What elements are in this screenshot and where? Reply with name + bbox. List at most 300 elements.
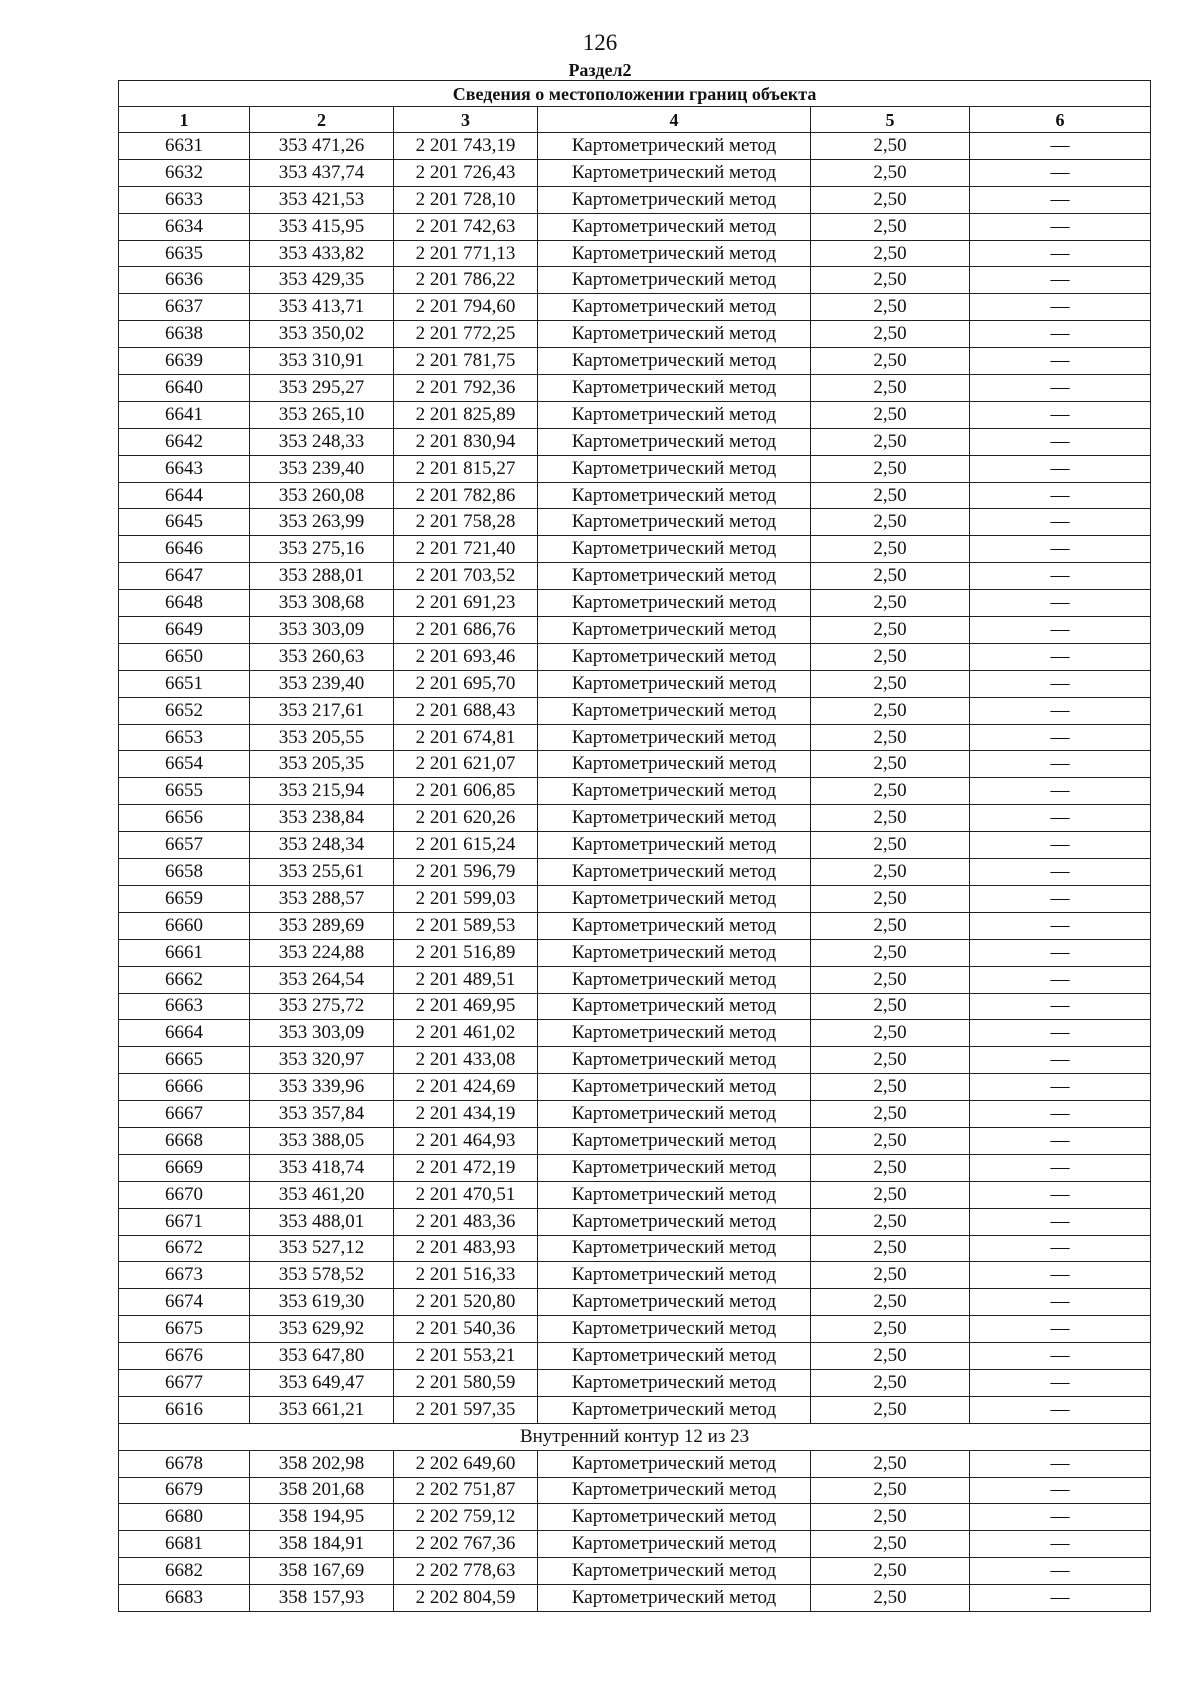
table-cell: 353 418,74 bbox=[250, 1154, 394, 1181]
table-cell: 2 201 599,03 bbox=[394, 885, 538, 912]
table-cell: 353 629,92 bbox=[250, 1316, 394, 1343]
table-cell: — bbox=[970, 912, 1151, 939]
table-cell: 6669 bbox=[119, 1154, 250, 1181]
table-row bbox=[119, 697, 1151, 724]
table-row bbox=[119, 240, 1151, 267]
table-cell: 353 527,12 bbox=[250, 1235, 394, 1262]
table-cell: 6641 bbox=[119, 401, 250, 428]
table-row bbox=[119, 1369, 1151, 1396]
column-header: 4 bbox=[538, 107, 811, 133]
table-cell: — bbox=[970, 1208, 1151, 1235]
table-cell: 2,50 bbox=[811, 455, 970, 482]
table-cell: 2,50 bbox=[811, 805, 970, 832]
table-cell: 2 201 721,40 bbox=[394, 536, 538, 563]
table-cell: 353 488,01 bbox=[250, 1208, 394, 1235]
table-row bbox=[119, 1585, 1151, 1612]
table-cell: 2 201 589,53 bbox=[394, 912, 538, 939]
table-cell: — bbox=[970, 832, 1151, 859]
table-cell: 2 201 464,93 bbox=[394, 1127, 538, 1154]
table-cell: Картометрический метод bbox=[538, 1477, 811, 1504]
table-cell: 2,50 bbox=[811, 912, 970, 939]
table-cell: 353 275,72 bbox=[250, 993, 394, 1020]
table-cell: — bbox=[970, 1450, 1151, 1477]
table-row bbox=[119, 670, 1151, 697]
table-cell: 6647 bbox=[119, 563, 250, 590]
table-cell: 2,50 bbox=[811, 240, 970, 267]
table-cell: 2,50 bbox=[811, 1289, 970, 1316]
table-row bbox=[119, 401, 1151, 428]
column-header: 3 bbox=[394, 107, 538, 133]
table-cell: 2 201 686,76 bbox=[394, 617, 538, 644]
table-cell: 2 201 620,26 bbox=[394, 805, 538, 832]
table-row bbox=[119, 509, 1151, 536]
table-cell: — bbox=[970, 482, 1151, 509]
table-cell: 6616 bbox=[119, 1396, 250, 1423]
table-cell: 353 239,40 bbox=[250, 455, 394, 482]
table-cell: 2 201 461,02 bbox=[394, 1020, 538, 1047]
table-row bbox=[119, 751, 1151, 778]
table-cell: 358 167,69 bbox=[250, 1558, 394, 1585]
table-cell: 2,50 bbox=[811, 401, 970, 428]
table-cell: 6674 bbox=[119, 1289, 250, 1316]
table-row bbox=[119, 1154, 1151, 1181]
column-header: 5 bbox=[811, 107, 970, 133]
table-cell: 2,50 bbox=[811, 1369, 970, 1396]
table-cell: 2,50 bbox=[811, 670, 970, 697]
table-cell: 2,50 bbox=[811, 751, 970, 778]
table-cell: — bbox=[970, 1127, 1151, 1154]
table-cell: 353 224,88 bbox=[250, 939, 394, 966]
table-cell: — bbox=[970, 509, 1151, 536]
table-cell: Картометрический метод bbox=[538, 670, 811, 697]
table-cell: 2 201 433,08 bbox=[394, 1047, 538, 1074]
table-cell: 2 201 553,21 bbox=[394, 1343, 538, 1370]
table-cell: 6664 bbox=[119, 1020, 250, 1047]
table-cell: 6660 bbox=[119, 912, 250, 939]
table-cell: 6651 bbox=[119, 670, 250, 697]
table-cell: — bbox=[970, 375, 1151, 402]
table-cell: 353 303,09 bbox=[250, 1020, 394, 1047]
table-cell: 6645 bbox=[119, 509, 250, 536]
table-cell: 2 201 703,52 bbox=[394, 563, 538, 590]
table-cell: 2 201 772,25 bbox=[394, 321, 538, 348]
table-row bbox=[119, 1450, 1151, 1477]
table-row bbox=[119, 832, 1151, 859]
table-cell: 2,50 bbox=[811, 536, 970, 563]
table-cell: 353 303,09 bbox=[250, 617, 394, 644]
table-cell: 2,50 bbox=[811, 1477, 970, 1504]
table-cell: — bbox=[970, 751, 1151, 778]
table-cell: 2 201 596,79 bbox=[394, 859, 538, 886]
table-cell: 353 288,01 bbox=[250, 563, 394, 590]
table-cell: 2 202 649,60 bbox=[394, 1450, 538, 1477]
table-cell: — bbox=[970, 993, 1151, 1020]
table-row bbox=[119, 375, 1151, 402]
table-cell: Картометрический метод bbox=[538, 1289, 811, 1316]
table-cell: 2 201 424,69 bbox=[394, 1074, 538, 1101]
table-cell: Картометрический метод bbox=[538, 1558, 811, 1585]
table-cell: 2,50 bbox=[811, 1235, 970, 1262]
table-cell: — bbox=[970, 859, 1151, 886]
table-cell: 353 461,20 bbox=[250, 1181, 394, 1208]
table-cell: 6637 bbox=[119, 294, 250, 321]
table-cell: 6679 bbox=[119, 1477, 250, 1504]
table-cell: 6643 bbox=[119, 455, 250, 482]
table-cell: Картометрический метод bbox=[538, 1047, 811, 1074]
table-cell: 2 201 695,70 bbox=[394, 670, 538, 697]
table-cell: 6646 bbox=[119, 536, 250, 563]
table-row bbox=[119, 1047, 1151, 1074]
table-cell: — bbox=[970, 240, 1151, 267]
table-cell: 2 201 469,95 bbox=[394, 993, 538, 1020]
table-cell: Картометрический метод bbox=[538, 482, 811, 509]
table-cell: 353 215,94 bbox=[250, 778, 394, 805]
table-cell: — bbox=[970, 186, 1151, 213]
table-cell: 2 201 691,23 bbox=[394, 590, 538, 617]
table-cell: 2 201 516,89 bbox=[394, 939, 538, 966]
table-cell: — bbox=[970, 1181, 1151, 1208]
table-row bbox=[119, 590, 1151, 617]
table-cell: Картометрический метод bbox=[538, 832, 811, 859]
table-cell: 6633 bbox=[119, 186, 250, 213]
table-cell: 6675 bbox=[119, 1316, 250, 1343]
table-cell: 2,50 bbox=[811, 1343, 970, 1370]
table-cell: 6680 bbox=[119, 1504, 250, 1531]
table-cell: 2 201 483,93 bbox=[394, 1235, 538, 1262]
table-cell: 6677 bbox=[119, 1369, 250, 1396]
table-cell: 353 437,74 bbox=[250, 159, 394, 186]
table-cell: Картометрический метод bbox=[538, 697, 811, 724]
table-cell: 353 413,71 bbox=[250, 294, 394, 321]
table-cell: 2,50 bbox=[811, 1101, 970, 1128]
table-cell: 2 202 778,63 bbox=[394, 1558, 538, 1585]
table-cell: Картометрический метод bbox=[538, 536, 811, 563]
table-row bbox=[119, 859, 1151, 886]
table-cell: 2 201 520,80 bbox=[394, 1289, 538, 1316]
table-row bbox=[119, 1074, 1151, 1101]
table-cell: — bbox=[970, 428, 1151, 455]
table-row bbox=[119, 912, 1151, 939]
table-body bbox=[119, 133, 1151, 1612]
table-cell: — bbox=[970, 1477, 1151, 1504]
table-cell: 2 201 688,43 bbox=[394, 697, 538, 724]
table-cell: 2 202 751,87 bbox=[394, 1477, 538, 1504]
table-cell: 2,50 bbox=[811, 294, 970, 321]
table-cell: 6634 bbox=[119, 213, 250, 240]
table-cell: 2 201 825,89 bbox=[394, 401, 538, 428]
table-cell: 2 201 472,19 bbox=[394, 1154, 538, 1181]
table-cell: 2 201 434,19 bbox=[394, 1101, 538, 1128]
table-cell: 353 289,69 bbox=[250, 912, 394, 939]
table-row bbox=[119, 939, 1151, 966]
table-cell: 2,50 bbox=[811, 213, 970, 240]
table-row bbox=[119, 213, 1151, 240]
table-cell: 353 275,16 bbox=[250, 536, 394, 563]
table-row bbox=[119, 1396, 1151, 1423]
table-cell: Картометрический метод bbox=[538, 1101, 811, 1128]
table-cell: 2 201 830,94 bbox=[394, 428, 538, 455]
table-cell: Картометрический метод bbox=[538, 509, 811, 536]
table-cell: — bbox=[970, 1020, 1151, 1047]
table-caption-row bbox=[119, 81, 1151, 107]
table-cell: Картометрический метод bbox=[538, 590, 811, 617]
table-cell: 2,50 bbox=[811, 1450, 970, 1477]
table-cell: 6661 bbox=[119, 939, 250, 966]
table-cell: 353 239,40 bbox=[250, 670, 394, 697]
table-cell: — bbox=[970, 590, 1151, 617]
table-cell: — bbox=[970, 697, 1151, 724]
table-cell: Картометрический метод bbox=[538, 966, 811, 993]
table-cell: 2,50 bbox=[811, 428, 970, 455]
table-cell: Картометрический метод bbox=[538, 428, 811, 455]
table-cell: 353 649,47 bbox=[250, 1369, 394, 1396]
table-cell: — bbox=[970, 1235, 1151, 1262]
table-cell: 2,50 bbox=[811, 939, 970, 966]
table-cell: 2 201 743,19 bbox=[394, 133, 538, 160]
table-cell: Картометрический метод bbox=[538, 617, 811, 644]
table-cell: 353 238,84 bbox=[250, 805, 394, 832]
table-cell: — bbox=[970, 643, 1151, 670]
table-cell: — bbox=[970, 1558, 1151, 1585]
table-cell: 2,50 bbox=[811, 1127, 970, 1154]
table-cell: 353 339,96 bbox=[250, 1074, 394, 1101]
table-cell: 6653 bbox=[119, 724, 250, 751]
table-cell: 353 264,54 bbox=[250, 966, 394, 993]
table-cell: 2 201 621,07 bbox=[394, 751, 538, 778]
table-cell: 353 255,61 bbox=[250, 859, 394, 886]
table-cell: 6658 bbox=[119, 859, 250, 886]
table-cell: 2,50 bbox=[811, 1181, 970, 1208]
table-cell: 2,50 bbox=[811, 1316, 970, 1343]
table-cell: 6639 bbox=[119, 348, 250, 375]
table-cell: Картометрический метод bbox=[538, 1396, 811, 1423]
table-cell: Картометрический метод bbox=[538, 751, 811, 778]
table-cell: 2 201 781,75 bbox=[394, 348, 538, 375]
table-cell: 6656 bbox=[119, 805, 250, 832]
table-cell: 2 201 516,33 bbox=[394, 1262, 538, 1289]
table-cell: — bbox=[970, 1154, 1151, 1181]
table-row bbox=[119, 1316, 1151, 1343]
table-cell: Картометрический метод bbox=[538, 455, 811, 482]
table-cell: 353 421,53 bbox=[250, 186, 394, 213]
table-cell: — bbox=[970, 1101, 1151, 1128]
table-cell: — bbox=[970, 455, 1151, 482]
table-cell: 353 248,34 bbox=[250, 832, 394, 859]
table-row bbox=[119, 1477, 1151, 1504]
table-row bbox=[119, 1289, 1151, 1316]
table-cell: 353 471,26 bbox=[250, 133, 394, 160]
table-row bbox=[119, 617, 1151, 644]
table-cell: 6662 bbox=[119, 966, 250, 993]
table-cell: 2 201 580,59 bbox=[394, 1369, 538, 1396]
table-row bbox=[119, 1020, 1151, 1047]
table-cell: 6654 bbox=[119, 751, 250, 778]
table-cell: Картометрический метод bbox=[538, 1181, 811, 1208]
table-row bbox=[119, 159, 1151, 186]
table-row bbox=[119, 1531, 1151, 1558]
table-row bbox=[119, 186, 1151, 213]
table-cell: 2,50 bbox=[811, 1262, 970, 1289]
table-cell: — bbox=[970, 1074, 1151, 1101]
table-cell: 2,50 bbox=[811, 1531, 970, 1558]
table-cell: 353 350,02 bbox=[250, 321, 394, 348]
table-cell: 6649 bbox=[119, 617, 250, 644]
table-cell: — bbox=[970, 401, 1151, 428]
table-cell: 6655 bbox=[119, 778, 250, 805]
table-cell: 353 415,95 bbox=[250, 213, 394, 240]
table-cell: 2,50 bbox=[811, 1208, 970, 1235]
table-cell: Картометрический метод bbox=[538, 1504, 811, 1531]
table-row bbox=[119, 133, 1151, 160]
table-cell: 2,50 bbox=[811, 778, 970, 805]
table-cell: 6678 bbox=[119, 1450, 250, 1477]
table-cell: — bbox=[970, 805, 1151, 832]
table-cell: 353 248,33 bbox=[250, 428, 394, 455]
table-cell: 353 308,68 bbox=[250, 590, 394, 617]
table-cell: 6644 bbox=[119, 482, 250, 509]
table-cell: 2,50 bbox=[811, 1558, 970, 1585]
table-cell: — bbox=[970, 939, 1151, 966]
table-cell: 2,50 bbox=[811, 885, 970, 912]
table-cell: — bbox=[970, 294, 1151, 321]
table-cell: 2,50 bbox=[811, 321, 970, 348]
table-cell: 2 201 606,85 bbox=[394, 778, 538, 805]
table-cell: Картометрический метод bbox=[538, 1127, 811, 1154]
table-cell: Картометрический метод bbox=[538, 186, 811, 213]
table-cell: — bbox=[970, 1504, 1151, 1531]
table-cell: Картометрический метод bbox=[538, 294, 811, 321]
table-cell: — bbox=[970, 267, 1151, 294]
table-cell: 6673 bbox=[119, 1262, 250, 1289]
table-cell: 2,50 bbox=[811, 267, 970, 294]
table-cell: Картометрический метод bbox=[538, 643, 811, 670]
table-cell: 2 201 597,35 bbox=[394, 1396, 538, 1423]
table-cell: 2 202 804,59 bbox=[394, 1585, 538, 1612]
table-cell: 2 201 726,43 bbox=[394, 159, 538, 186]
column-header: 1 bbox=[119, 107, 250, 133]
table-cell: Картометрический метод bbox=[538, 1316, 811, 1343]
table-row bbox=[119, 455, 1151, 482]
table-cell: 2 201 742,63 bbox=[394, 213, 538, 240]
table-cell: — bbox=[970, 348, 1151, 375]
table-cell: 2 201 771,13 bbox=[394, 240, 538, 267]
table-cell: 6631 bbox=[119, 133, 250, 160]
table-cell: 353 288,57 bbox=[250, 885, 394, 912]
table-cell: Картометрический метод bbox=[538, 1235, 811, 1262]
table-cell: 6681 bbox=[119, 1531, 250, 1558]
table-cell: 353 433,82 bbox=[250, 240, 394, 267]
table-cell: — bbox=[970, 670, 1151, 697]
table-cell: 2 202 759,12 bbox=[394, 1504, 538, 1531]
table-cell: Картометрический метод bbox=[538, 993, 811, 1020]
table-cell: 353 310,91 bbox=[250, 348, 394, 375]
table-row bbox=[119, 294, 1151, 321]
table-row bbox=[119, 1181, 1151, 1208]
table-cell: — bbox=[970, 724, 1151, 751]
table-cell: 2,50 bbox=[811, 1585, 970, 1612]
table-cell: 2,50 bbox=[811, 509, 970, 536]
table-cell: — bbox=[970, 617, 1151, 644]
table-row bbox=[119, 321, 1151, 348]
table-cell: 2,50 bbox=[811, 482, 970, 509]
table-cell: 358 194,95 bbox=[250, 1504, 394, 1531]
table-cell: 2 201 489,51 bbox=[394, 966, 538, 993]
table-cell: Картометрический метод bbox=[538, 213, 811, 240]
table-cell: 2,50 bbox=[811, 1020, 970, 1047]
table-cell: Картометрический метод bbox=[538, 321, 811, 348]
table-cell: Картометрический метод bbox=[538, 401, 811, 428]
table-cell: Картометрический метод bbox=[538, 1208, 811, 1235]
contour-row bbox=[119, 1423, 1151, 1450]
table-cell: 2 202 767,36 bbox=[394, 1531, 538, 1558]
table-row bbox=[119, 1208, 1151, 1235]
table-cell: — bbox=[970, 536, 1151, 563]
table-row bbox=[119, 1343, 1151, 1370]
table-cell: 6650 bbox=[119, 643, 250, 670]
table-cell: 358 201,68 bbox=[250, 1477, 394, 1504]
table-cell: 2,50 bbox=[811, 348, 970, 375]
table-cell: — bbox=[970, 213, 1151, 240]
contour-label: Внутренний контур 12 из 23 bbox=[119, 1423, 1151, 1450]
table-cell: 353 265,10 bbox=[250, 401, 394, 428]
boundary-coordinates-table bbox=[118, 80, 1151, 1612]
table-cell: 2,50 bbox=[811, 832, 970, 859]
table-cell: 2 201 758,28 bbox=[394, 509, 538, 536]
table-cell: 2,50 bbox=[811, 993, 970, 1020]
table-cell: 6635 bbox=[119, 240, 250, 267]
table-cell: 6683 bbox=[119, 1585, 250, 1612]
table-cell: 2 201 540,36 bbox=[394, 1316, 538, 1343]
table-cell: Картометрический метод bbox=[538, 1585, 811, 1612]
table-cell: — bbox=[970, 1531, 1151, 1558]
table-cell: 6640 bbox=[119, 375, 250, 402]
table-row bbox=[119, 428, 1151, 455]
table-cell: 2,50 bbox=[811, 1074, 970, 1101]
table-cell: — bbox=[970, 1262, 1151, 1289]
table-cell: — bbox=[970, 563, 1151, 590]
table-cell: 6659 bbox=[119, 885, 250, 912]
table-cell: 2,50 bbox=[811, 859, 970, 886]
table-cell: 2,50 bbox=[811, 375, 970, 402]
table-cell: 353 578,52 bbox=[250, 1262, 394, 1289]
table-cell: 353 357,84 bbox=[250, 1101, 394, 1128]
table-cell: 2,50 bbox=[811, 1047, 970, 1074]
table-cell: 2,50 bbox=[811, 133, 970, 160]
table-cell: 6652 bbox=[119, 697, 250, 724]
page-number: 126 bbox=[582, 30, 618, 55]
table-row bbox=[119, 643, 1151, 670]
table-cell: 2 201 615,24 bbox=[394, 832, 538, 859]
table-cell: 353 661,21 bbox=[250, 1396, 394, 1423]
table-cell: 353 388,05 bbox=[250, 1127, 394, 1154]
table-row bbox=[119, 993, 1151, 1020]
table-cell: 353 320,97 bbox=[250, 1047, 394, 1074]
table-cell: Картометрический метод bbox=[538, 1450, 811, 1477]
table-cell: 2 201 782,86 bbox=[394, 482, 538, 509]
table-cell: Картометрический метод bbox=[538, 375, 811, 402]
table-cell: 2,50 bbox=[811, 563, 970, 590]
table-row bbox=[119, 348, 1151, 375]
table-cell: 2,50 bbox=[811, 590, 970, 617]
table-cell: 6636 bbox=[119, 267, 250, 294]
table-header-row bbox=[119, 107, 1151, 133]
table-row bbox=[119, 1235, 1151, 1262]
table-cell: 2 201 786,22 bbox=[394, 267, 538, 294]
table-row bbox=[119, 1101, 1151, 1128]
table-cell: 2 201 794,60 bbox=[394, 294, 538, 321]
table-cell: — bbox=[970, 1047, 1151, 1074]
table-cell: 2 201 693,46 bbox=[394, 643, 538, 670]
